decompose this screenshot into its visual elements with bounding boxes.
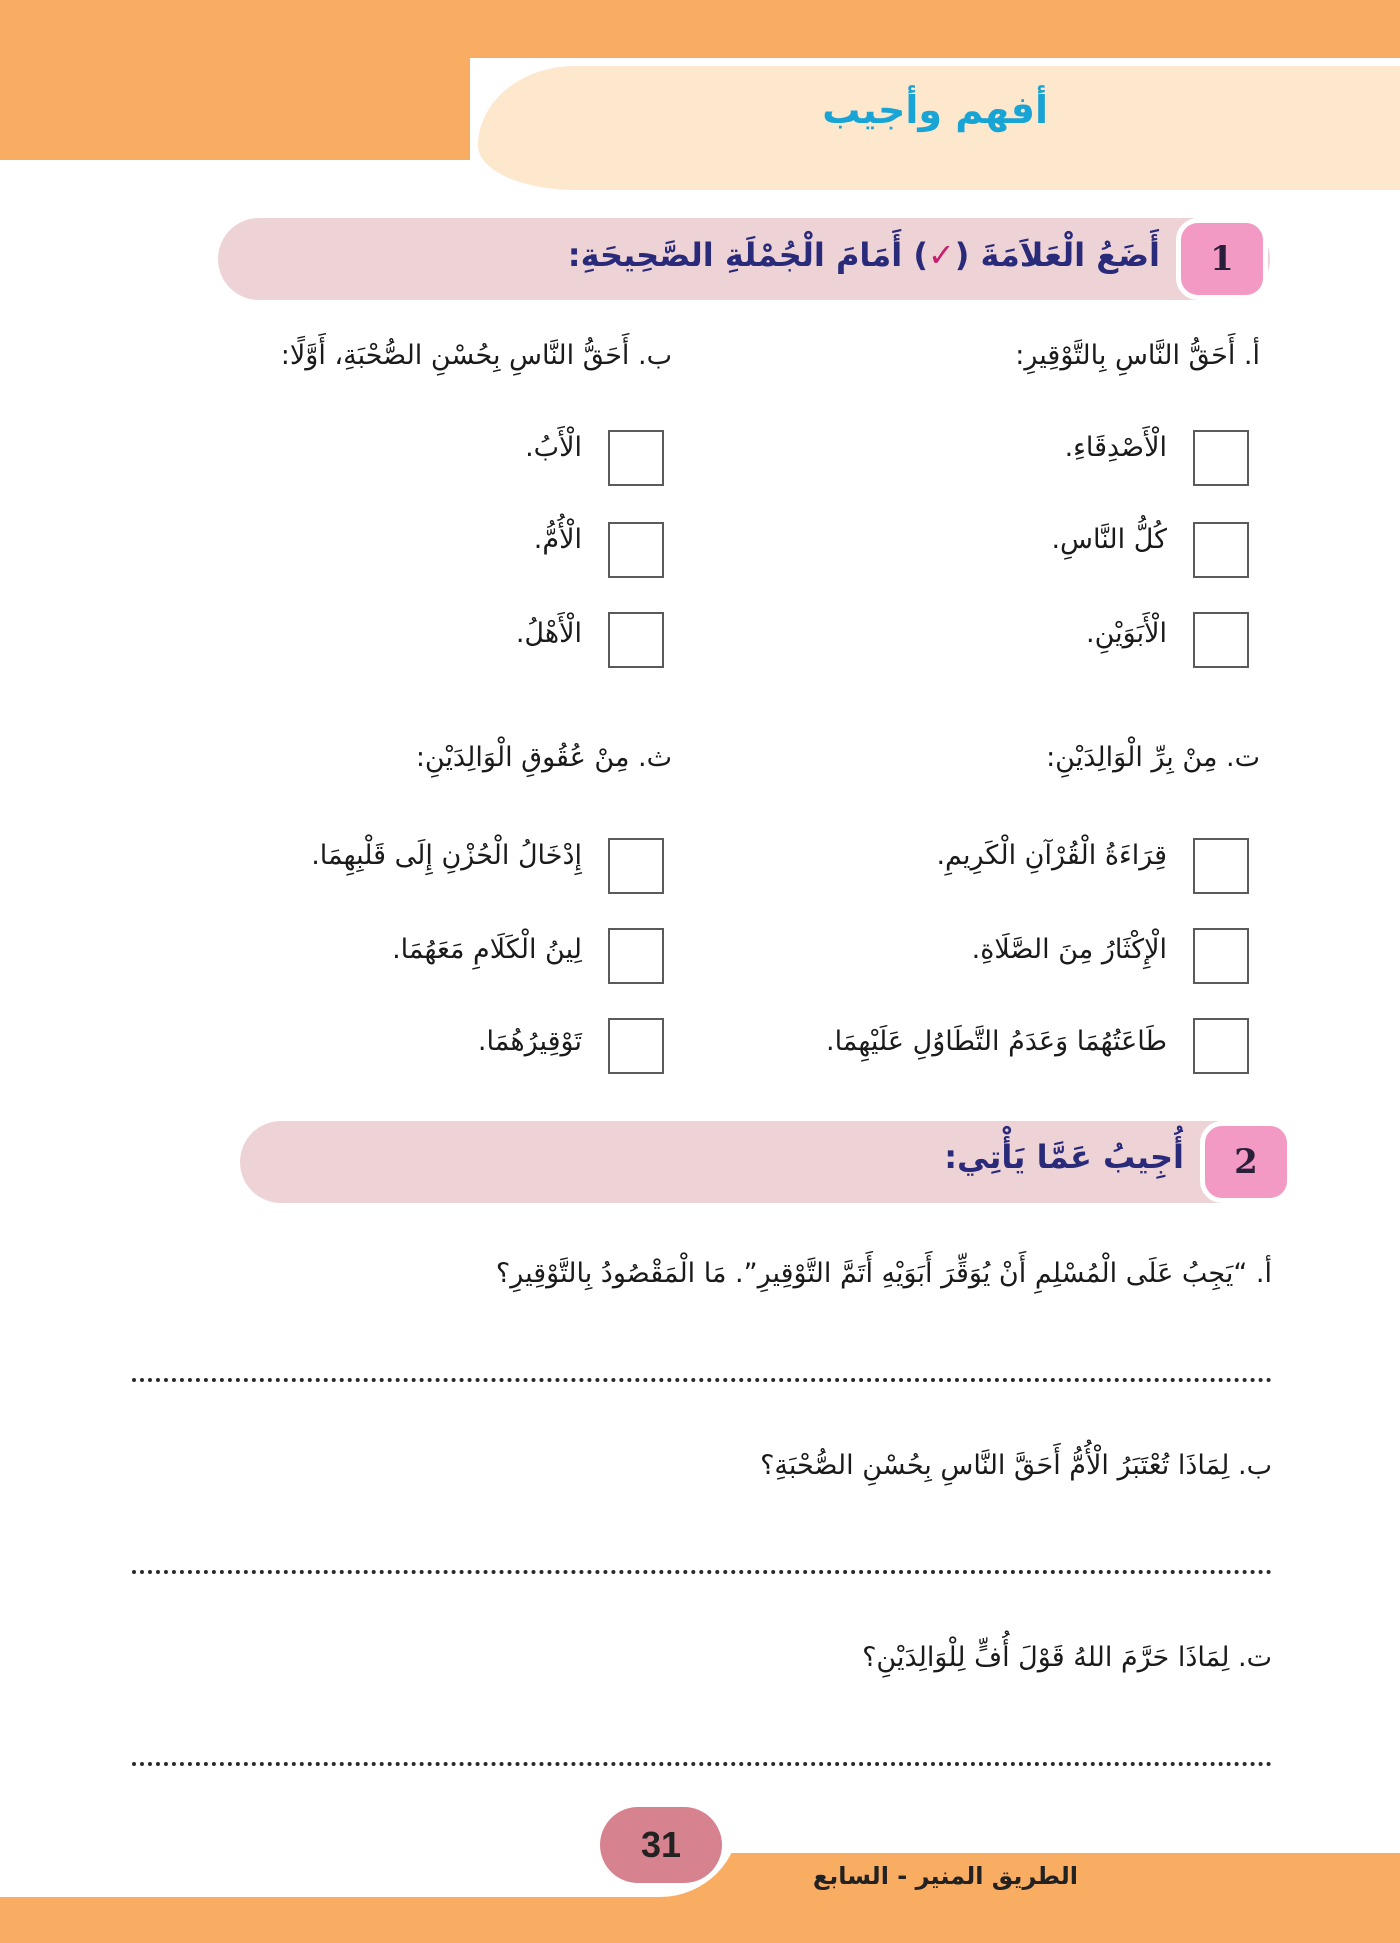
option-1b-2: الْأُمُّ. [533,524,582,555]
option-1c-3: طَاعَتُهُمَا وَعَدَمُ التَّطَاوُلِ عَلَيْهِمَا. [825,1026,1167,1057]
option-1d-3: تَوْقِيرُهُمَا. [477,1026,582,1057]
answer-line-2a[interactable] [132,1378,1272,1382]
book-title: الطريق المنير - السابع [812,1862,1078,1890]
question-1a-label: أ. أَحَقُّ النَّاسِ بِالتَّوْقِيرِ: [1015,340,1260,371]
section1-number: 1 [1176,218,1268,300]
checkbox-1b-1[interactable] [608,430,664,486]
question-1d-label: ث. مِنْ عُقُوقِ الْوَالِدَيْنِ: [415,742,672,773]
section1-title-end: ) أَمَامَ الْجُمْلَةِ الصَّحِيحَةِ: [567,236,928,274]
checkbox-1d-1[interactable] [608,838,664,894]
option-1c-1: قِرَاءَةُ الْقُرْآنِ الْكَرِيمِ. [936,840,1167,871]
section2-number: 2 [1200,1121,1292,1203]
option-1a-3: الْأَبَوَيْنِ. [1085,618,1167,649]
checkbox-1a-3[interactable] [1193,612,1249,668]
section2-title: أُجِيبُ عَمَّا يَأْتِي: [944,1138,1184,1176]
option-1d-1: إِدْخَالُ الْحُزْنِ إِلَى قَلْبِهِمَا. [311,840,582,871]
checkbox-1c-2[interactable] [1193,928,1249,984]
checkbox-1a-1[interactable] [1193,430,1249,486]
option-1b-1: الْأَبُ. [525,432,582,463]
checkbox-1d-2[interactable] [608,928,664,984]
section1-title-start: أَضَعُ الْعَلاَمَةَ ( [954,236,1160,274]
option-1a-1: الْأَصْدِقَاءِ. [1064,432,1167,463]
option-1d-2: لِينُ الْكَلَامِ مَعَهُمَا. [392,934,582,965]
option-1a-2: كُلُّ النَّاسِ. [1051,524,1167,555]
checkbox-1d-3[interactable] [608,1018,664,1074]
option-1b-3: الْأَهْلُ. [515,618,582,649]
answer-line-2b[interactable] [132,1570,1272,1574]
question-1b-label: ب. أَحَقُّ النَّاسِ بِحُسْنِ الصُّحْبَةِ، أَوَّلًا: [280,340,672,371]
check-icon: ✓ [927,236,955,274]
option-1c-2: الْإِكْثَارُ مِنَ الصَّلَاةِ. [971,934,1167,965]
section1-title [568,236,1160,274]
question-2a: أ. “يَجِبُ عَلَى الْمُسْلِمِ أَنْ يُوَقِّرَ أَبَوَيْهِ أَتَمَّ التَّوْقِيرِ”. مَا الْمَقْصُودُ بِالتَّوْقِيرِ؟ [495,1258,1272,1289]
checkbox-1b-3[interactable] [608,612,664,668]
question-1c-label: ت. مِنْ بِرِّ الْوَالِدَيْنِ: [1046,742,1260,773]
checkbox-1a-2[interactable] [1193,522,1249,578]
answer-line-2c[interactable] [132,1762,1272,1766]
checkbox-1c-1[interactable] [1193,838,1249,894]
checkbox-1c-3[interactable] [1193,1018,1249,1074]
question-2c: ت. لِمَاذَا حَرَّمَ اللهُ قَوْلَ أُفٍّ لِلْوَالِدَيْنِ؟ [862,1642,1272,1673]
page-title: أفهم وأجيب [822,88,1048,132]
page-number: 31 [600,1807,722,1883]
checkbox-1b-2[interactable] [608,522,664,578]
question-2b: ب. لِمَاذَا تُعْتَبَرُ الْأُمُّ أَحَقَّ النَّاسِ بِحُسْنِ الصُّحْبَةِ؟ [760,1450,1272,1481]
header-corner-band [0,0,470,160]
